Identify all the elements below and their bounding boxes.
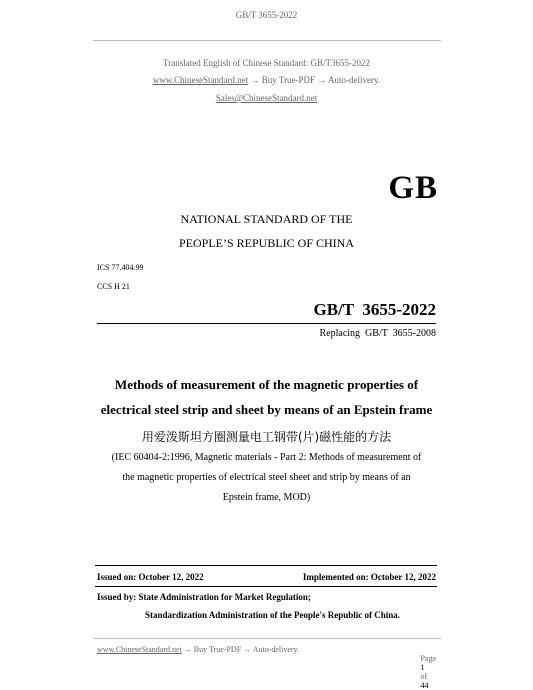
footer-website-link[interactable]: www.ChineseStandard.net: [97, 645, 182, 654]
issuer-line1: Issued by: State Administration for Market Regulation;: [97, 592, 311, 602]
footer-buy-text: → Buy True-PDF → Auto-delivery.: [181, 645, 300, 654]
ccs-code: CCS H 21: [97, 282, 130, 291]
running-header: GB/T 3655-2022: [235, 10, 298, 20]
standard-number-rule: [97, 323, 436, 324]
footer-purchase-line: [97, 645, 299, 654]
national-standard-line2: PEOPLE’S REPUBLIC OF CHINA: [178, 236, 355, 250]
page-indicator: [416, 645, 436, 690]
iec-reference-line2: the magnetic properties of electrical steel sheet and strip by means of an: [122, 472, 411, 483]
issuer-line2: Standardization Administration of the People's Republic of China.: [145, 610, 401, 620]
iec-reference-line1: (IEC 60404-2:1996, Magnetic materials - Part 2: Methods of measurement of: [111, 452, 422, 463]
national-standard-line1: NATIONAL STANDARD OF THE: [180, 212, 353, 226]
chinese-title: 用爱泼斯坦方圈测量电工钢带(片)磁性能的方法: [141, 430, 392, 444]
standard-number: GB/T 3655-2022: [313, 300, 436, 319]
dates-bottom-rule: [95, 586, 437, 587]
gb-logo: GB: [388, 170, 438, 206]
issued-date: Issued on: October 12, 2022: [97, 572, 204, 582]
title-line1: Methods of measurement of the magnetic properties of: [114, 377, 419, 392]
replacing-note: Replacing GB/T 3655-2008: [319, 328, 436, 339]
purchase-line: [0, 75, 533, 85]
page-number: 1: [420, 663, 425, 672]
dates-top-rule: [95, 565, 437, 566]
translation-notice: Translated English of Chinese Standard: GB/T3655-2022: [163, 58, 370, 68]
total-pages: 44: [420, 681, 429, 690]
website-link[interactable]: www.ChineseStandard.net: [152, 75, 249, 85]
implemented-date: Implemented on: October 12, 2022: [302, 572, 436, 582]
header-divider: [93, 40, 441, 41]
buy-text: → Buy True-PDF → Auto-delivery.: [248, 75, 381, 85]
email-line: [0, 93, 533, 103]
email-link[interactable]: Sales@ChineseStandard.net: [215, 93, 318, 103]
ics-code: ICS 77.404.99: [97, 263, 144, 272]
iec-reference-line3: Epstein frame, MOD): [222, 492, 311, 503]
page-label: Page: [420, 654, 436, 663]
title-line2: electrical steel strip and sheet by means of an Epstein frame: [100, 402, 433, 417]
footer-divider: [93, 638, 441, 639]
of-label: of: [420, 672, 428, 681]
